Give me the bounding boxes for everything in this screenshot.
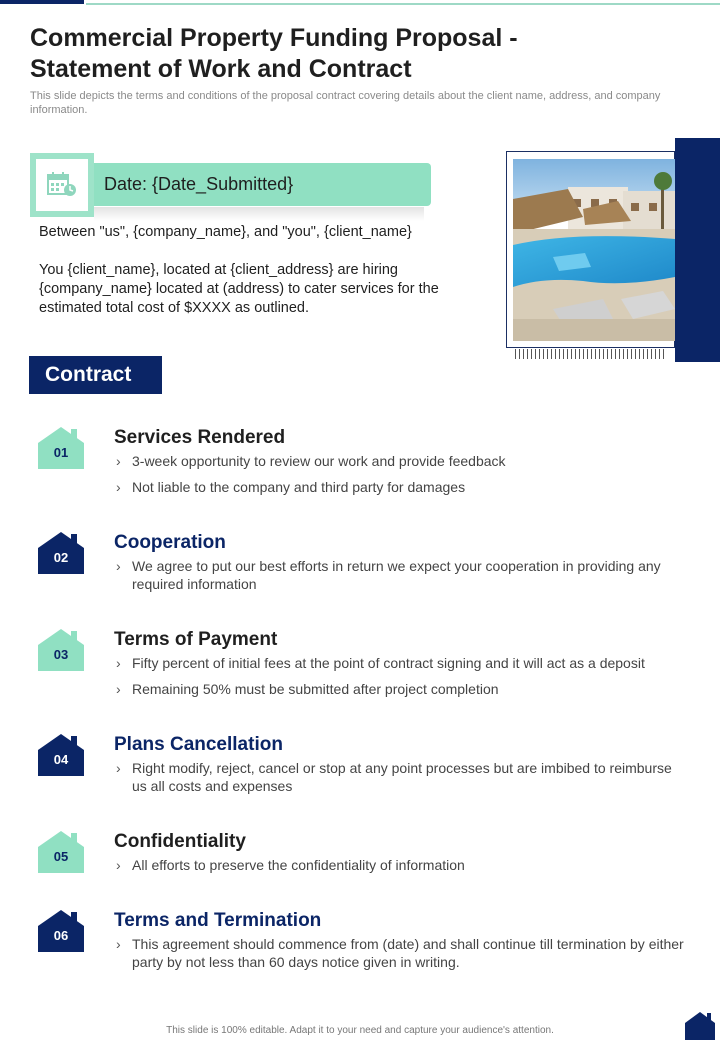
bullet-item: › We agree to put our best efforts in return we expect your cooperation in providing any required information: [114, 557, 689, 593]
home-icon[interactable]: [685, 1012, 715, 1040]
page-subtitle: This slide depicts the terms and conditions of the proposal contract covering details about the client name, address, and company information.: [30, 90, 661, 116]
bullet-item: › This agreement should commence from (date) and shall continue till termination by either party by not less than 60 days notice given in writing.: [114, 935, 689, 971]
section-number: 02: [53, 550, 69, 565]
intro-description: You {client_name}, located at {client_address} are hiring {company_name} located at (address) to cater services for the estimated total cost of $XXXX as outlined.: [39, 262, 439, 316]
resort-pool-photo: [513, 159, 675, 341]
section-bullets: [114, 452, 689, 504]
photo-accent-frame: [675, 138, 720, 362]
bullet-item: › 3-week opportunity to review our work and provide feedback: [114, 452, 689, 470]
footer-note: This slide is 100% editable. Adapt it to your need and capture your audience's attention.: [166, 1025, 554, 1036]
section-title: Terms and Termination: [114, 910, 322, 931]
photo-barcode-decoration: [515, 349, 667, 359]
date-icon-box: [30, 153, 94, 217]
contract-header-label: Contract: [45, 363, 132, 386]
date-banner-shadow: [94, 207, 424, 221]
section-bullets: [114, 759, 689, 803]
contract-header: [29, 356, 162, 394]
top-accent-line-dark: [0, 0, 84, 4]
section-title: Terms of Payment: [114, 629, 278, 650]
section-bullets: [114, 557, 689, 601]
section-number: 06: [53, 928, 69, 943]
date-banner: [94, 163, 431, 206]
section-bullets: [114, 856, 689, 882]
section-number: 01: [53, 445, 69, 460]
section-number: 04: [53, 752, 69, 767]
section-bullets: [114, 654, 689, 706]
bullet-item: › Not liable to the company and third party for damages: [114, 478, 689, 496]
bullet-item: › All efforts to preserve the confidentiality of information: [114, 856, 689, 874]
page-title: Commercial Property Funding Proposal - Statement of Work and Contract: [30, 24, 518, 83]
bullet-item: › Right modify, reject, cancel or stop at any point processes but are imbibed to reimburse us all costs and expenses: [114, 759, 689, 795]
section-bullets: [114, 935, 689, 979]
bullet-item: › Fifty percent of initial fees at the point of contract signing and it will act as a deposit: [114, 654, 689, 672]
section-number: 05: [53, 849, 69, 864]
intro-parties: Between "us", {company_name}, and "you", {client_name}: [39, 224, 412, 240]
bullet-item: › Remaining 50% must be submitted after project completion: [114, 680, 689, 698]
calendar-clock-icon: [47, 172, 77, 198]
section-title: Confidentiality: [114, 831, 246, 852]
date-label: Date: {Date_Submitted}: [104, 174, 294, 194]
section-title: Cooperation: [114, 532, 226, 553]
section-title: Plans Cancellation: [114, 734, 283, 755]
top-accent-line-light: [86, 3, 720, 5]
section-number: 03: [53, 647, 69, 662]
section-title: Services Rendered: [114, 427, 286, 448]
